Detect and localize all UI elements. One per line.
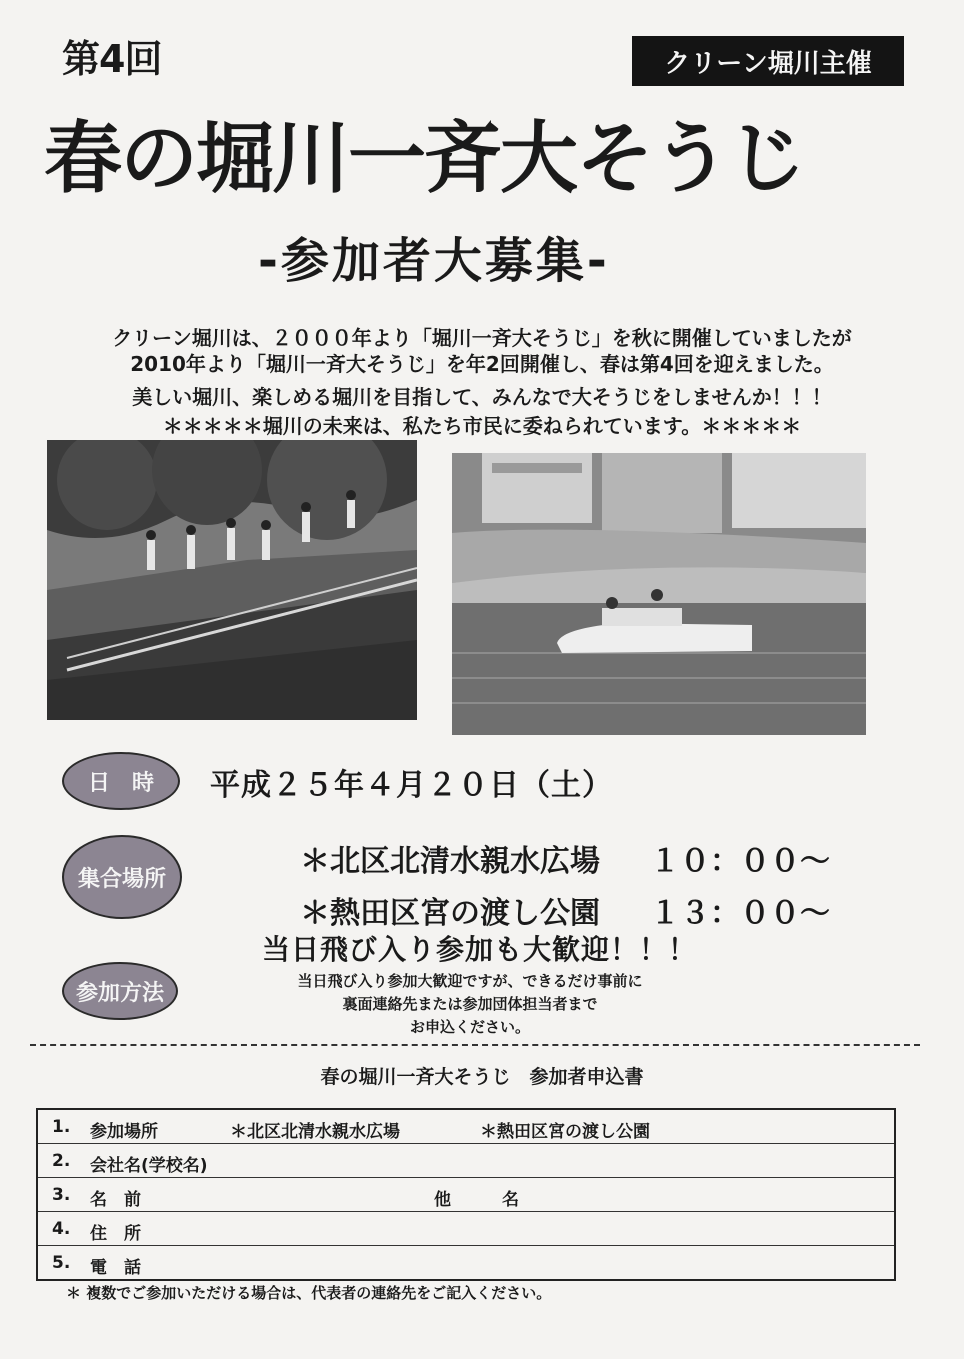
row-number: 1. xyxy=(52,1117,71,1137)
form-row-venue[interactable] xyxy=(38,1110,894,1144)
method-note-2: 裏面連絡先または参加団体担当者まで xyxy=(342,995,598,1013)
others-count-label: 他 名 xyxy=(434,1190,519,1210)
row-label: 会社名(学校名) xyxy=(90,1156,208,1176)
meeting-place-label-pill: 集合場所 xyxy=(62,835,182,919)
venue-option-atsuta[interactable]: ＊熱田区宮の渡し公園 xyxy=(480,1122,650,1142)
cut-line xyxy=(30,1044,920,1046)
event-date: 平成２５年４月２０日（土） xyxy=(210,768,613,803)
form-row-address[interactable] xyxy=(38,1212,894,1246)
method-note-1: 当日飛び入り参加大歓迎ですが、できるだけ事前に xyxy=(297,972,643,990)
venue-row-1 xyxy=(300,836,830,880)
page-title: 春の堀川一斉大そうじ xyxy=(44,114,805,204)
venue-name: ＊北区北清水親水広場 xyxy=(300,844,600,879)
row-label: 参加場所 xyxy=(90,1122,158,1142)
venue-row-2 xyxy=(300,888,830,932)
walk-in-welcome: 当日飛び入り参加も大歓迎！！！ xyxy=(262,933,698,966)
participation-method-label-pill: 参加方法 xyxy=(62,962,178,1020)
boat-photo-river xyxy=(452,453,866,735)
row-number: 3. xyxy=(52,1185,71,1205)
venue-time: １３：００～ xyxy=(650,896,830,931)
venue-time: １０：００～ xyxy=(650,844,830,879)
intro-line-2: 2010年より「堀川一斉大そうじ」を年2回開催し、春は第4回を迎えました。 xyxy=(130,352,834,376)
organizer-badge: クリーン堀川主催 xyxy=(632,36,904,86)
application-form-title: 春の堀川一斉大そうじ 参加者申込書 xyxy=(320,1066,644,1088)
page-subtitle: -参加者大募集- xyxy=(258,233,610,289)
form-row-company[interactable] xyxy=(38,1144,894,1178)
intro-line-1: クリーン堀川は、２０００年より「堀川一斉大そうじ」を秋に開催していましたが xyxy=(112,326,852,350)
row-number: 5. xyxy=(52,1253,71,1273)
form-footnote: ＊ 複数でご参加いただける場合は、代表者の連絡先をご記入ください。 xyxy=(66,1284,552,1302)
venue-option-kita[interactable]: ＊北区北清水親水広場 xyxy=(230,1122,400,1142)
row-number: 2. xyxy=(52,1151,71,1171)
row-label: 名 前 xyxy=(90,1190,141,1210)
form-row-phone[interactable] xyxy=(38,1246,894,1279)
venue-name: ＊熱田区宮の渡し公園 xyxy=(300,896,600,931)
method-note-3: お申込ください。 xyxy=(409,1018,530,1036)
intro-line-4: ＊＊＊＊＊堀川の未来は、私たち市民に委ねられています。＊＊＊＊＊ xyxy=(162,414,802,438)
cleanup-photo-riverbank xyxy=(47,440,417,720)
edition-label: 第4回 xyxy=(62,37,162,81)
form-row-name[interactable] xyxy=(38,1178,894,1212)
intro-line-3: 美しい堀川、楽しめる堀川を目指して、みんなで大そうじをしませんか！！！ xyxy=(132,385,832,409)
row-number: 4. xyxy=(52,1219,71,1239)
application-form xyxy=(36,1108,896,1281)
row-label: 住 所 xyxy=(90,1224,141,1244)
date-label-pill: 日 時 xyxy=(62,752,180,810)
row-label: 電 話 xyxy=(90,1258,141,1278)
